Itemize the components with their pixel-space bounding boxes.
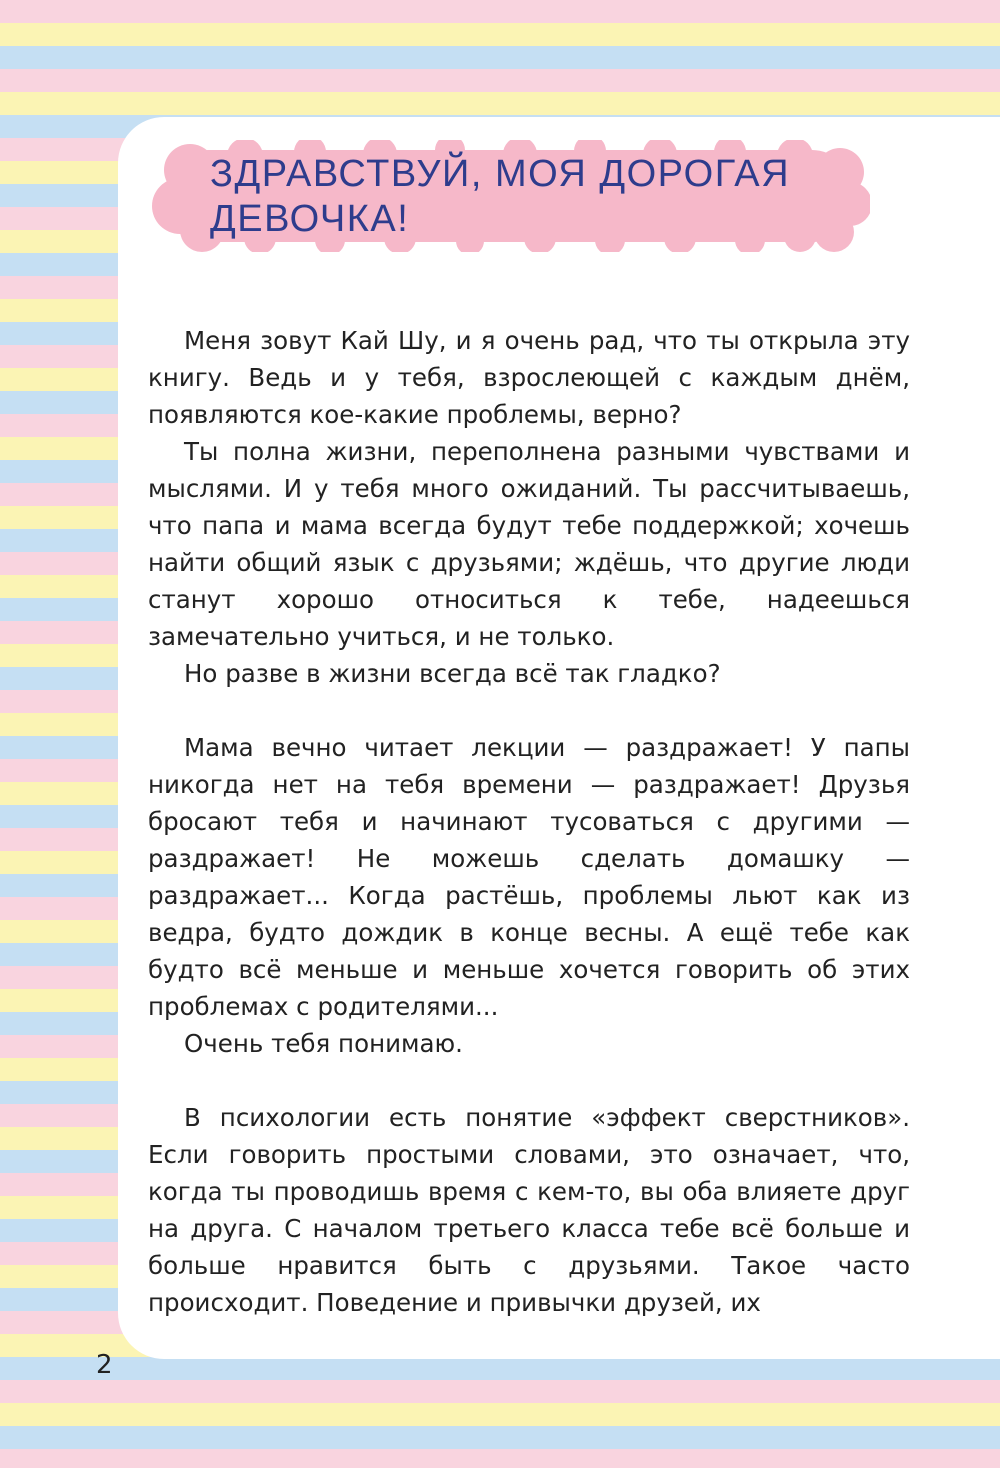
- paragraph-peer-effect: В психологии есть понятие «эффект сверстников». Если говорить простыми словами, это означает, что, когда ты проводишь время с кем-то, вы оба влияете друг на друга. С началом третьего класса тебе всё больше и больше нравится быть с друзьями. Такое часто происходит. Поведение и привычки друзей, их: [148, 1103, 910, 1317]
- paragraph-question: Но разве в жизни всегда всё так гладко?: [184, 659, 721, 688]
- paragraph-understand: Очень тебя понимаю.: [184, 1029, 463, 1058]
- title-line-1: ЗДРАВСТВУЙ, МОЯ ДОРОГАЯ: [210, 153, 791, 195]
- paragraph-gap: [148, 692, 910, 729]
- paragraph-gap: [148, 1062, 910, 1099]
- paragraph-intro: Меня зовут Кай Шу, и я очень рад, что ты открыла эту книгу. Ведь и у тебя, взрослеющей с каждым днём, появляются кое-какие проблемы, верно?: [148, 326, 910, 429]
- title-line-2: ДЕВОЧКА!: [210, 198, 410, 240]
- page-title: [210, 152, 850, 242]
- page-number: 2: [96, 1350, 113, 1380]
- body-text: [148, 322, 910, 1321]
- paragraph-problems: Мама вечно читает лекции — раздражает! У папы никогда нет на тебя времени — раздражает! Друзья бросают тебя и начинают тусоваться с другими — раздражает! Не можешь сделать домашку — раздражает... Когда растёшь, проблемы льют как из ведра, будто дождик в конце весны. А ещё тебе как будто всё меньше и меньше хочется говорить об этих проблемах с родителями...: [148, 733, 910, 1021]
- paragraph-expectations: Ты полна жизни, переполнена разными чувствами и мыслями. И у тебя много ожиданий. Ты рассчитываешь, что папа и мама всегда будут тебе поддержкой; хочешь найти общий язык с друзьями; ждёшь, что другие люди станут хорошо относиться к тебе, надеешься замечательно учиться, и не только.: [148, 437, 910, 651]
